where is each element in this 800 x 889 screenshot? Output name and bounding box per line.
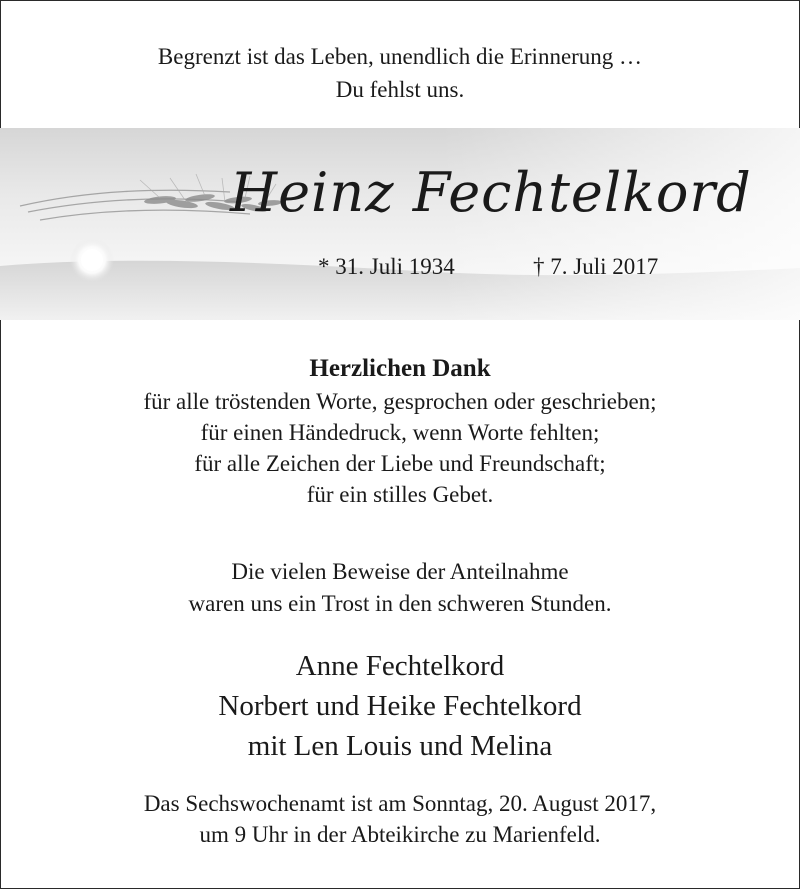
service-line: um 9 Uhr in der Abteikirche zu Marienfeld. xyxy=(199,822,601,847)
thanks-text xyxy=(0,386,800,510)
sympathy-line: waren uns ein Trost in den schweren Stunden. xyxy=(188,591,612,616)
motto xyxy=(0,40,800,106)
family-line: Norbert und Heike Fechtelkord xyxy=(218,690,582,722)
death-date: † 7. Juli 2017 xyxy=(533,254,659,279)
family-signature xyxy=(0,646,800,766)
service-line: Das Sechswochenamt ist am Sonntag, 20. August 2017, xyxy=(143,791,657,816)
sympathy-text xyxy=(0,556,800,620)
thanks-line: für ein stilles Gebet. xyxy=(306,482,494,507)
motto-line-1: Begrenzt ist das Leben, unendlich die Erinnerung … xyxy=(157,44,643,69)
thanks-line: für alle Zeichen der Liebe und Freundschaft; xyxy=(194,451,606,476)
thanks-line: für einen Händedruck, wenn Worte fehlten; xyxy=(200,420,600,445)
birth-date: * 31. Juli 1934 xyxy=(318,254,455,279)
deceased-name: Heinz Fechtelkord xyxy=(230,161,752,224)
sympathy-line: Die vielen Beweise der Anteilnahme xyxy=(231,559,569,584)
family-line: mit Len Louis und Melina xyxy=(247,730,553,762)
family-line: Anne Fechtelkord xyxy=(295,650,505,682)
service-announcement xyxy=(0,788,800,850)
thanks-line: für alle tröstenden Worte, gesprochen oder geschrieben; xyxy=(143,389,657,414)
motto-line-2: Du fehlst uns. xyxy=(335,77,465,102)
thanks-heading: Herzlichen Dank xyxy=(309,355,491,382)
